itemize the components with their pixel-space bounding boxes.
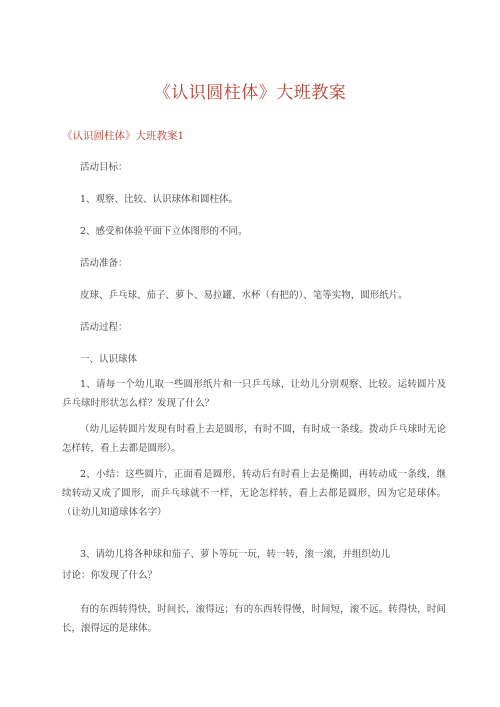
document-title: 《认识圆柱体》大班教案 [153, 83, 347, 103]
paragraph-step-1-note: （幼儿运转圆片发现有时看上去是圆形，有时不圆，有时成一条线。拨动乒乓球时无论怎样转，看上去都是圆形）。 [62, 424, 446, 454]
paragraph-step-1: 1、请每一个幼儿取一些圆形纸片和一只乒乓球，让幼儿分别观察、比较。运转圆片及乒乓球时形状怎么样？发现了什么？ [62, 379, 446, 409]
paragraph-objective-2: 2、感受和体验平面下立体图形的不同。 [80, 226, 248, 237]
paragraph-summary: 2、小结：这些圆片，正面看是圆形，转动后有时看上去是椭圆，再转动成一条线，继续转动又成了圆形，而乒乓球就不一样，无论怎样转，看上去都是圆形，因为它是球体。（让幼儿知道球体名字） [62, 469, 446, 518]
paragraph-objective-1: 1、观察、比较、认识球体和圆柱体。 [80, 194, 239, 205]
paragraph-preparation-items: 皮球、乒乓球、茄子、萝卜、易拉罐、水杯（有把的）、笔等实物，圆形纸片。 [80, 290, 408, 301]
section-heading: 《认识圆柱体》大班教案1 [62, 130, 185, 142]
paragraph-step-3: 3、请幼儿将各种球和茄子、萝卜等玩一玩，转一转，滚一滚，并组织幼儿 [80, 549, 391, 560]
paragraph-objectives-label: 活动目标： [80, 162, 128, 173]
paragraph-part-1-heading: 一、认识球体 [80, 354, 138, 365]
paragraph-preparation-label: 活动准备： [80, 258, 128, 269]
paragraph-step-3-question: 讨论：你发现了什么？ [62, 570, 158, 581]
paragraph-process-label: 活动过程： [80, 322, 128, 333]
paragraph-step-3-conclusion: 有的东西转得快，时间长，滚得远；有的东西转得慢，时间短，滚不远。转得快，时间长，滚得远的是球体。 [62, 604, 446, 634]
